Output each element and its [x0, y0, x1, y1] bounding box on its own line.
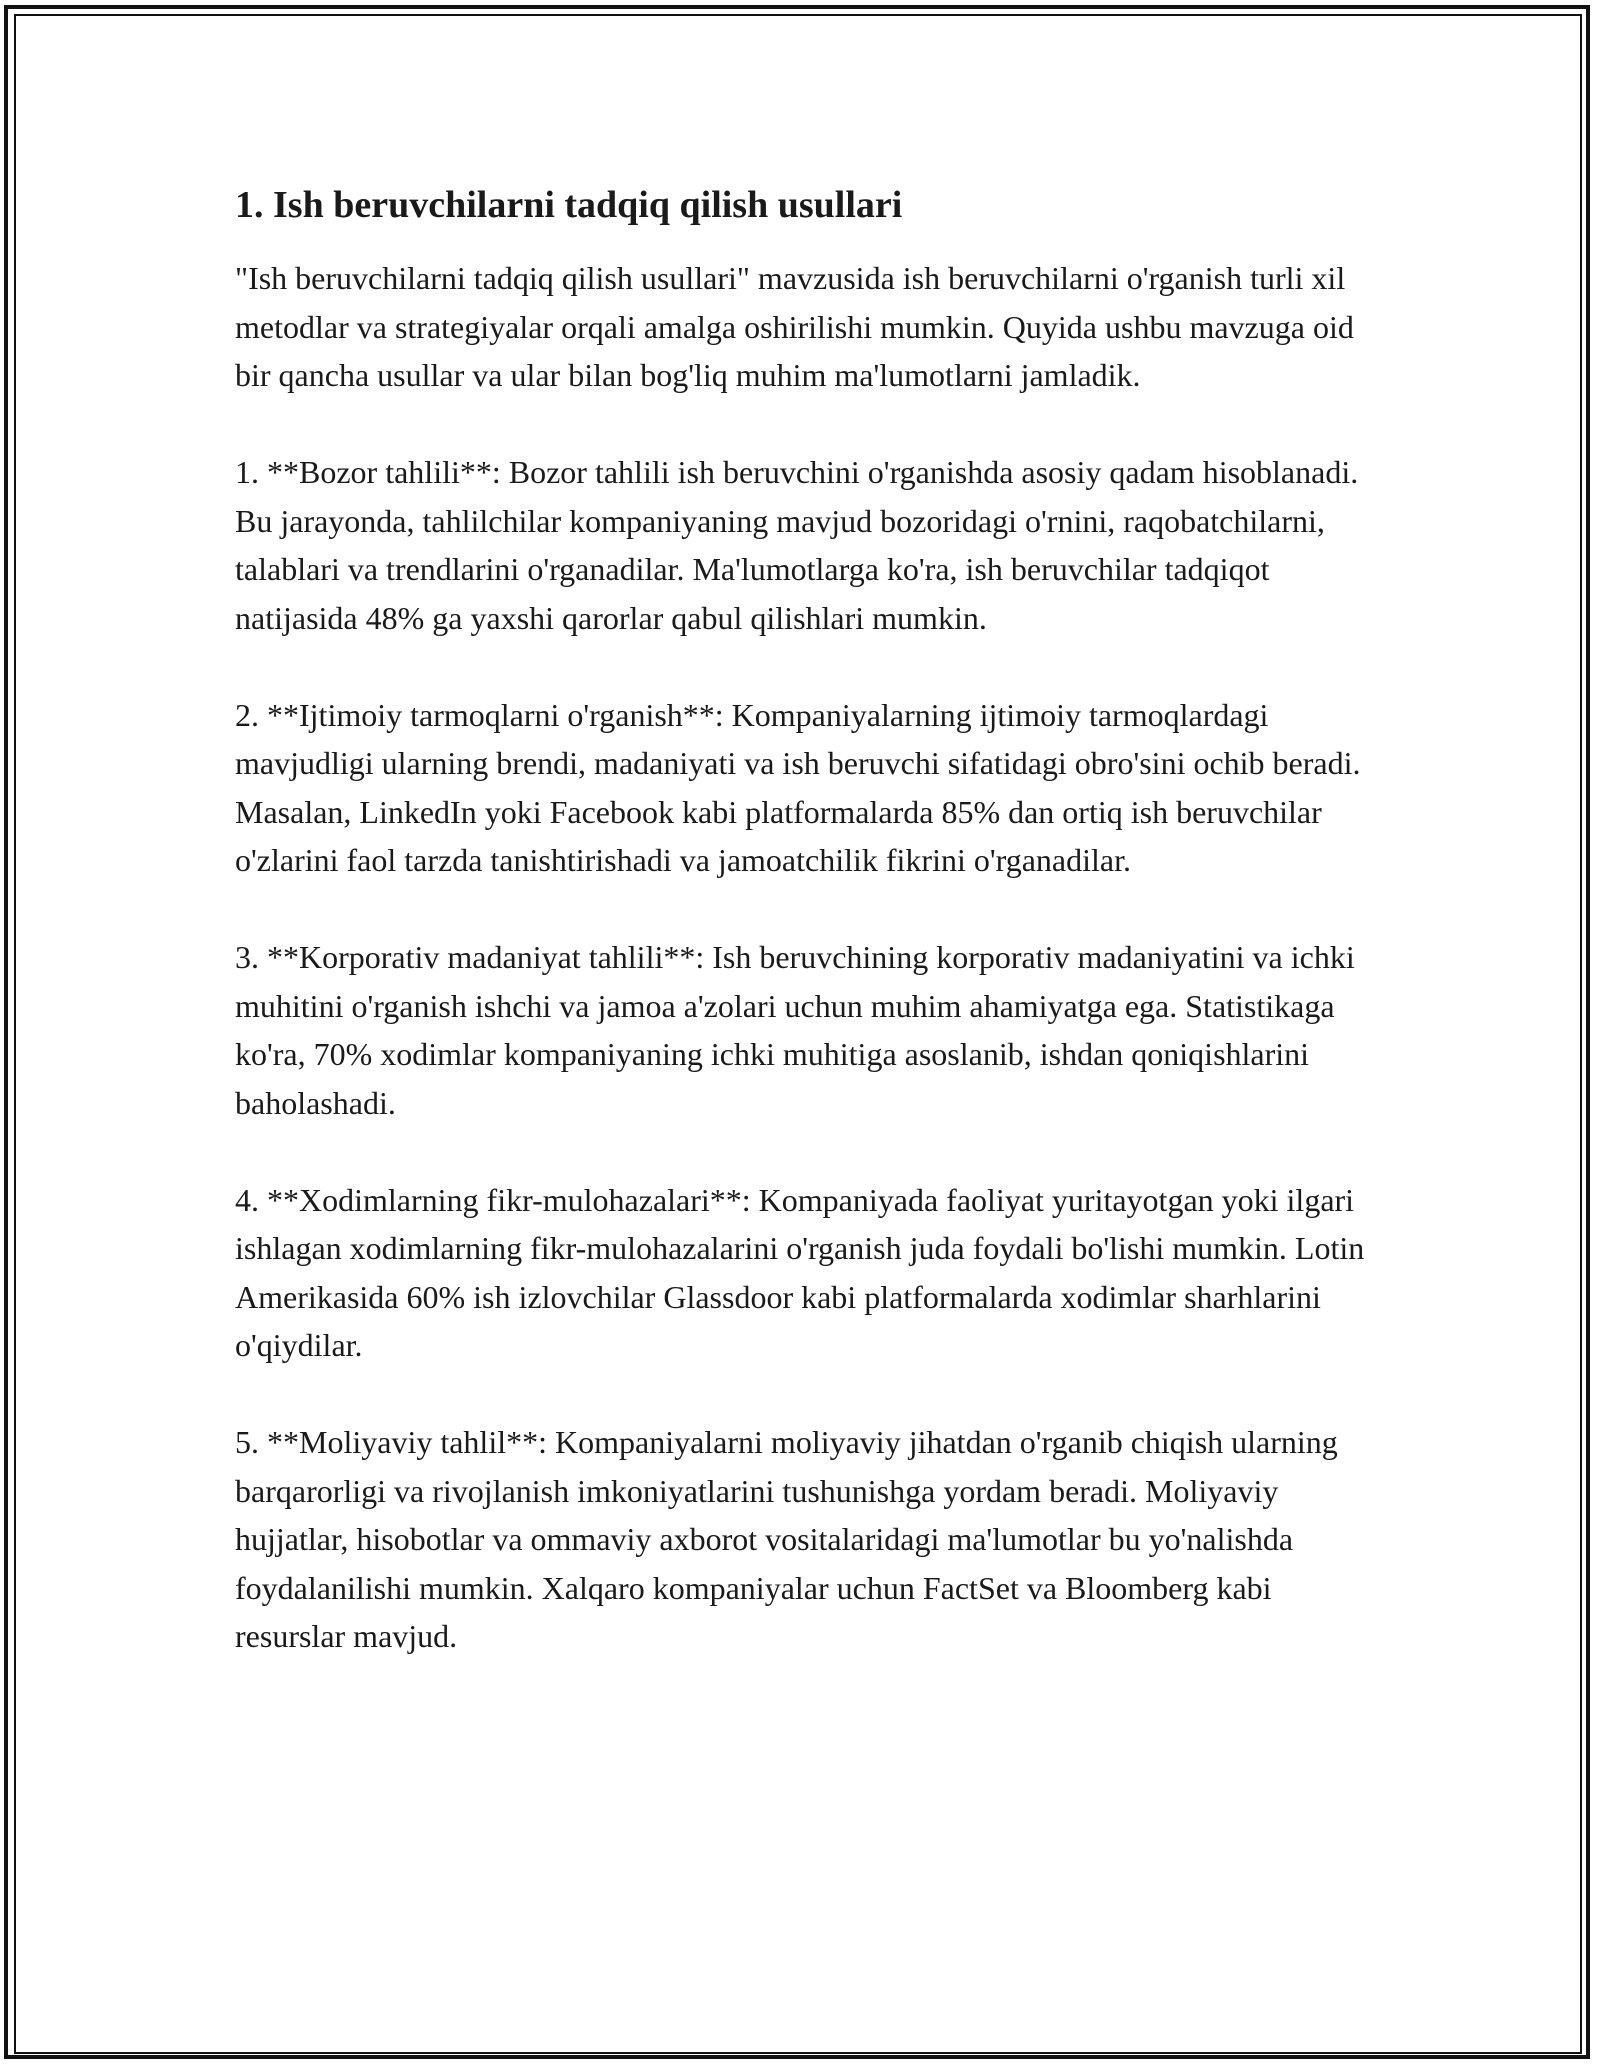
document-body	[235, 180, 1385, 1709]
paragraph-bozor-tahlili: 1. **Bozor tahlili**: Bozor tahlili ish beruvchini o'rganishda asosiy qadam hisoblanadi. Bu jarayonda, tahlilchilar kompaniyaning mavjud bozoridagi o'rnini, raqobatchilarni, talablari va trendlarini o'rganadilar. Ma'lumotlarga ko'ra, ish beruvchilar tadqiqot natijasida 48% ga yaxshi qarorlar qabul qilishlari mumkin.	[235, 454, 1359, 636]
document-title: 1. Ish beruvchilarni tadqiq qilish usullari	[235, 184, 903, 226]
paragraph-ijtimoiy-tarmoqlar: 2. **Ijtimoiy tarmoqlarni o'rganish**: Kompaniyalarning ijtimoiy tarmoqlardagi mavjudligi ularning brendi, madaniyati va ish beruvchi sifatidagi obro'sini ochib beradi. Masalan, LinkedIn yoki Facebook kabi platformalarda 85% dan ortiq ish beruvchilar o'zlarini faol tarzda tanishtirishadi va jamoatchilik fikrini o'rganadilar.	[235, 696, 1361, 878]
paragraph-moliyaviy-tahlil: 5. **Moliyaviy tahlil**: Kompaniyalarni moliyaviy jihatdan o'rganib chiqish ularning barqarorligi va rivojlanish imkoniyatlarini tushunishga yordam beradi. Moliyaviy hujjatlar, hisobotlar va ommaviy axborot vositalaridagi ma'lumotlar bu yo'nalishda foydalanilishi mumkin. Xalqaro kompaniyalar uchun FactSet va Bloomberg kabi resurslar mavjud.	[235, 1424, 1338, 1654]
paragraph-korporativ-madaniyat: 3. **Korporativ madaniyat tahlili**: Ish beruvchining korporativ madaniyatini va ichki muhitini o'rganish ishchi va jamoa a'zolari uchun muhim ahamiyatga ega. Statistikaga ko'ra, 70% xodimlar kompaniyaning ichki muhitiga asoslanib, ishdan qoniqishlarini baholashadi.	[235, 939, 1355, 1121]
intro-paragraph: "Ish beruvchilarni tadqiq qilish usullari" mavzusida ish beruvchilarni o'rganish turli xil metodlar va strategiyalar orqali amalga oshirilishi mumkin. Quyida ushbu mavzuga oid bir qancha usullar va ular bilan bog'liq muhim ma'lumotlarni jamladik.	[235, 260, 1354, 393]
paragraph-xodimlar-fikri: 4. **Xodimlarning fikr-mulohazalari**: Kompaniyada faoliyat yuritayotgan yoki ilgari ishlagan xodimlarning fikr-mulohazalarini o'rganish juda foydali bo'lishi mumkin. Lotin Amerikasida 60% ish izlovchilar Glassdoor kabi platformalarda xodimlar sharhlarini o'qiydilar.	[235, 1181, 1365, 1363]
